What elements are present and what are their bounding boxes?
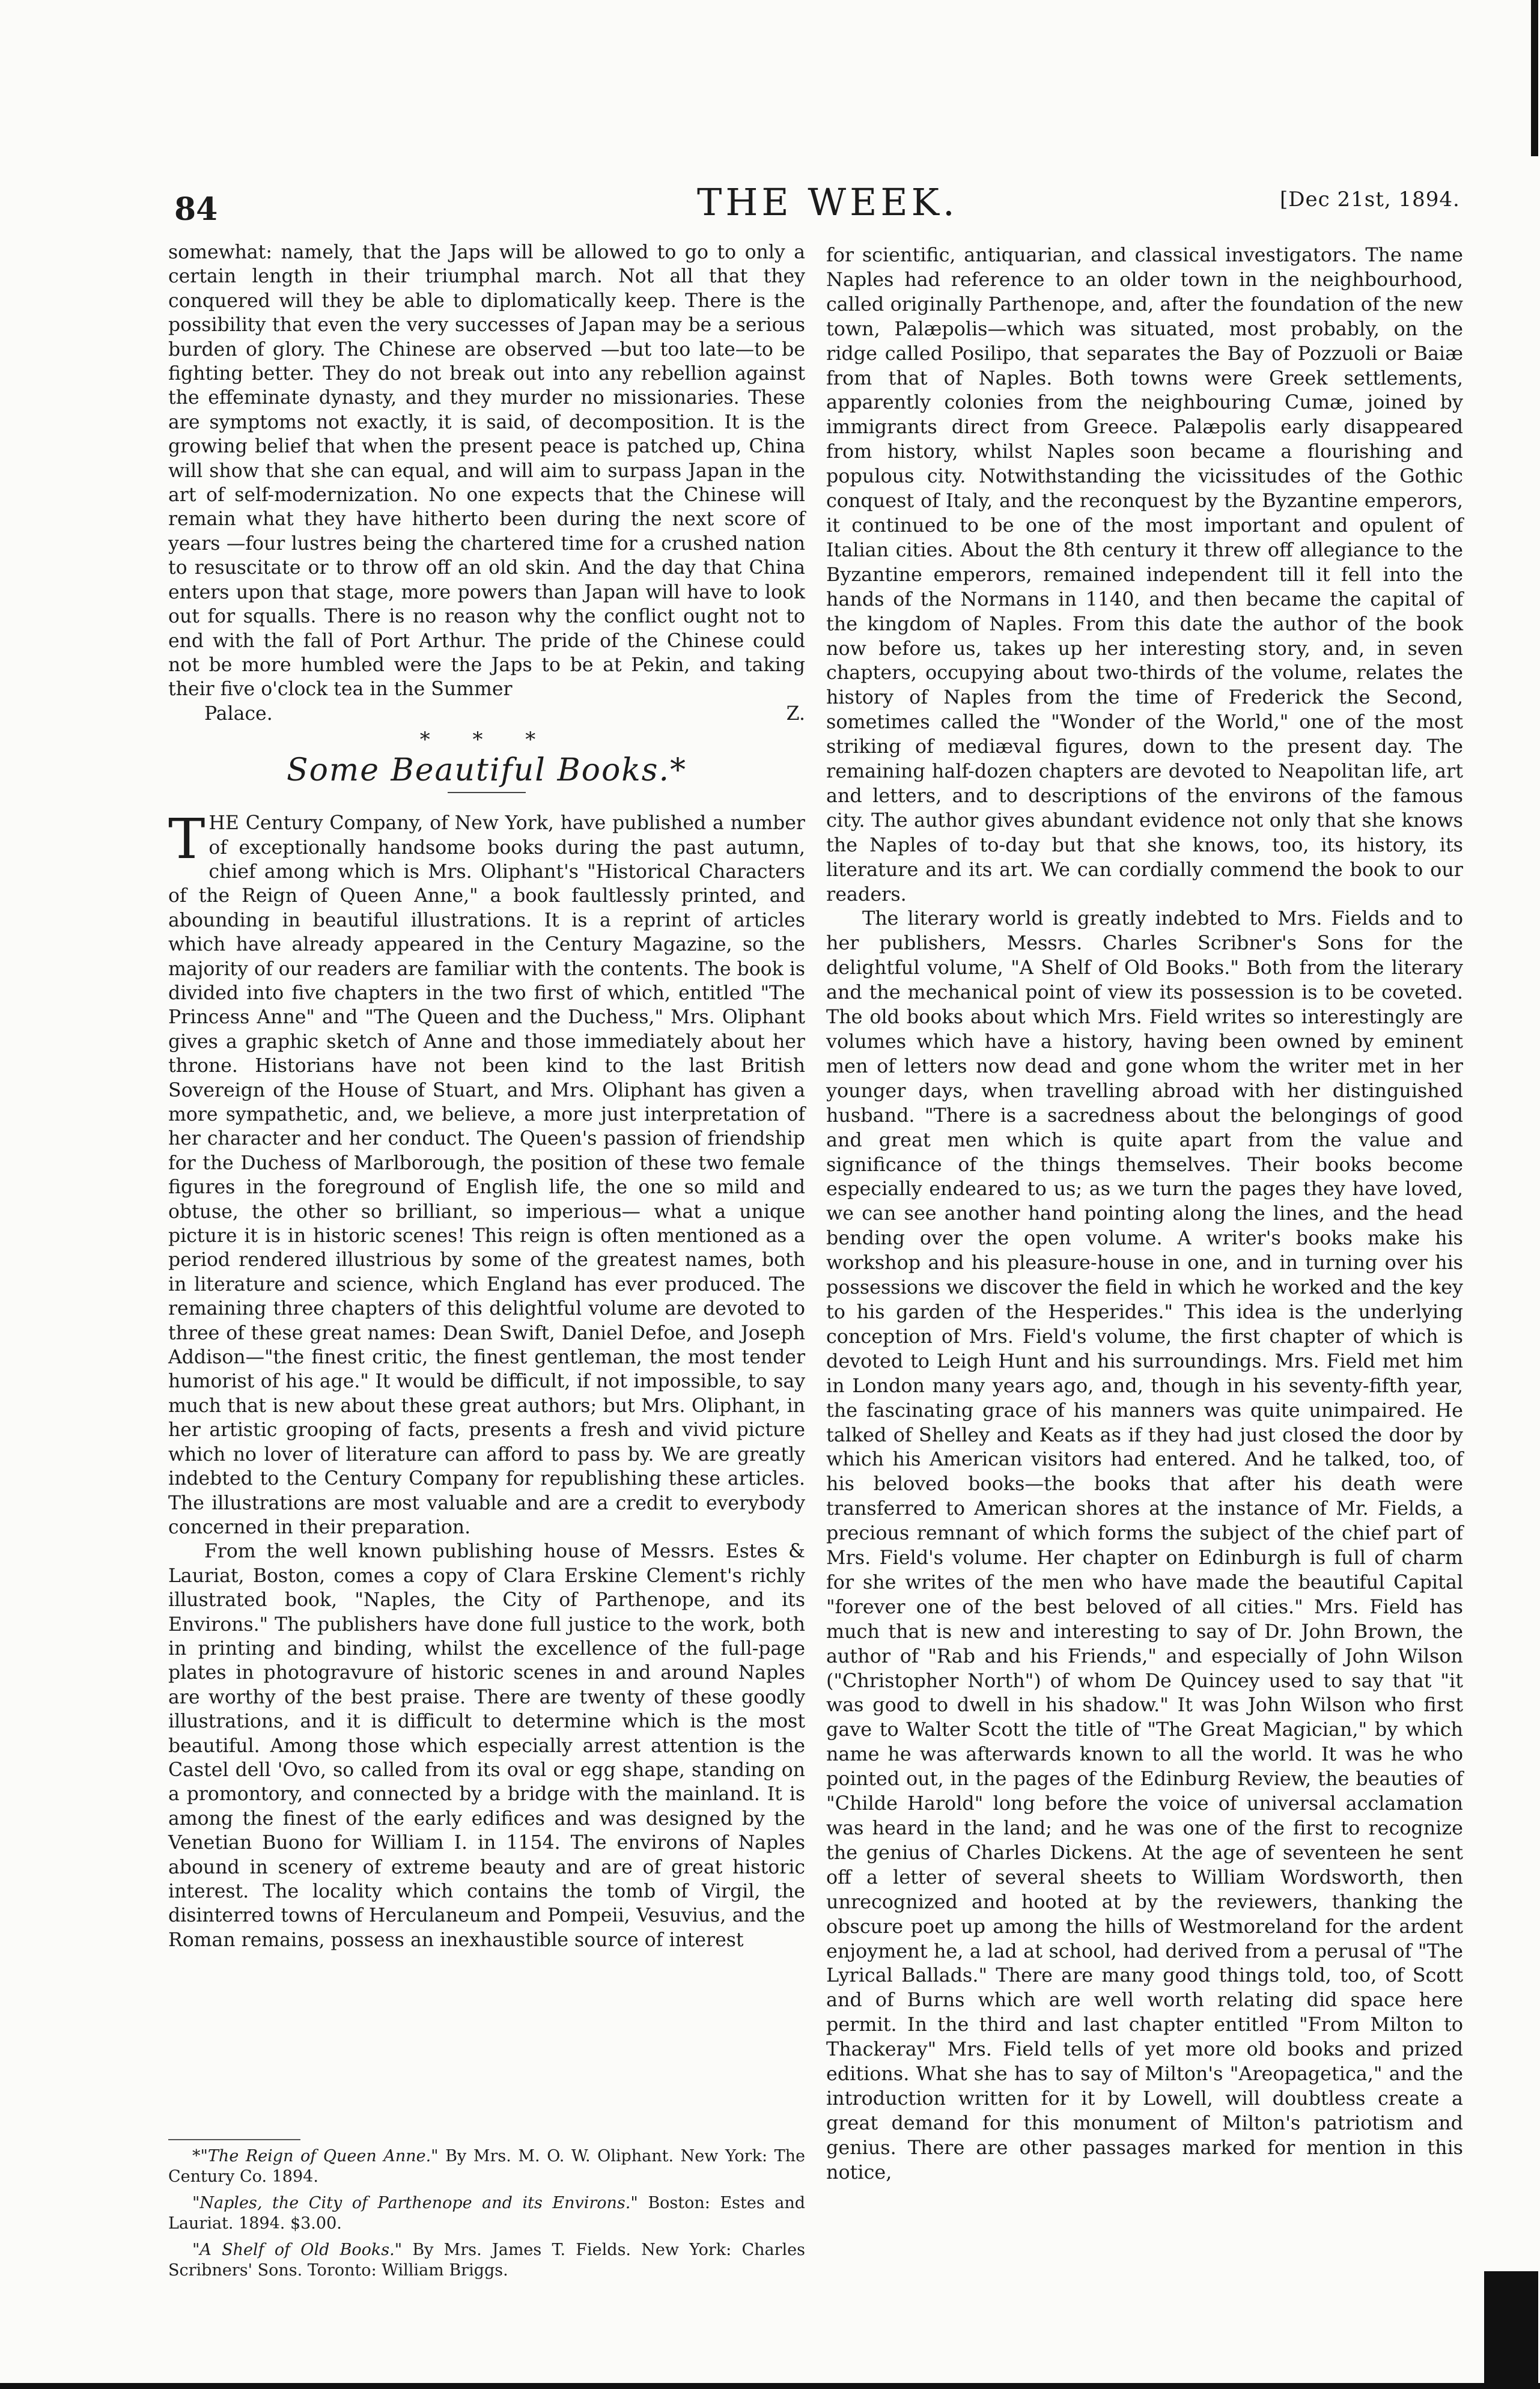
footnotes bbox=[168, 2146, 805, 2287]
author-signature: Z. bbox=[786, 702, 805, 725]
footnote-2-details: Boston: Estes and Lauriat. 1894. $3.00. bbox=[168, 2194, 805, 2233]
left-column bbox=[168, 240, 805, 1952]
naples-paragraph: for scientific, antiquarian, and classical investigators. The name Naples had reference to an older town in the neighbourhood, called originally Parthenope, and, after the foundation of the new town, Palæpolis—which was situated, most probably, on the ridge called Posilipo, that separates the Bay of Pozzuoli or Baiæ from that of Naples. Both towns were Greek settlements, apparently colonies from the neighbouring Cumæ, joined by immigrants direct from Greece. Palæpolis early disappeared from history, whilst Naples soon became a flourishing and populous city. Notwithstanding the vicissitudes of the Gothic conquest of Italy, and the reconquest by the Byzantine emperors, it continued to be one of the most important and opulent of Italian cities. About the 8th century it threw off allegiance to the Byzantine emperors, remained independent till it fell into the hands of the Normans in 1140, and then became the capital of the kingdom of Naples. From this date the author of the book now before us, takes up her interesting story, and, in seven chapters, occupying about two-thirds of the volume, relates the history of Naples from the time of Frederick the Second, sometimes called the "Wonder of the World," one of the most striking of mediæval figures, down to the present day. The remaining half-dozen chapters are devoted to Neapolitan life, art and letters, and to descriptions of the environs of the famous city. The author gives abundant evidence not only that she knows the Naples of to-day but that she knows, too, its history, its literature and its art. We can cordially commend the book to our readers. bbox=[826, 244, 1463, 905]
heading-rule bbox=[448, 792, 526, 793]
section-heading: Some Beautiful Books.* bbox=[287, 752, 687, 789]
footnote-3-details: By Mrs. James T. Fields. New York: Charles Scribners' Sons. Toronto: William Briggs. bbox=[168, 2241, 805, 2280]
scan-bottom-border bbox=[0, 2383, 1540, 2389]
shelf-of-old-books-paragraph: The literary world is greatly indebted to Mrs. Fields and to her publishers, Messrs. Charles Scribner's Sons for the delightful volume, "A Shelf of Old Books." Both from the literary and the mechanical point of view its possession is to be coveted. The old books about which Mrs. Field writes so interestingly are volumes which have a history, having been owned by eminent men of letters now dead and gone whom the writer met in her younger days, when travelling abroad with her distinguished husband. "There is a sacredness about the belongings of good and great men which is quite apart from the value and significance of the things themselves. Their books become especially endeared to us; as we turn the pages they have loved, we can see another hand pointing along the lines, and the head bending over the open volume. A writer's books make his workshop and his pleasure-house in one, and in turning over his possessions we discover the field in which he worked and the key to his garden of the Hesperides." This idea is the underlying conception of Mrs. Field's volume, the first chapter of which is devoted to Leigh Hunt and his surroundings. Mrs. Field met him in London many years ago, and, though in his seventy-fifth year, the fascinating grace of his manners was quite unimpaired. He talked of Shelley and Keats as if they had just closed the door by which his American visitors had entered. And he talked, too, of his beloved books—the books that after his death were transferred to American shores at the instance of Mr. Fields, a precious remnant of which forms the subject of the chief part of Mrs. Field's volume. Her chapter on Edinburgh is full of charm for she writes of the men who have made the beautiful Capital "forever one of the best beloved of all cities." Mrs. Field has much that is new and interesting to say of Dr. John Brown, the author of "Rab and his Friends," and especially of John Wilson ("Christopher North") of whom De Quincey used to say that "it was good to dwell in his shadow." It was John Wilson who first gave to Walter Scott the title of "The Great Magician," by which name he was afterwards known to all the world. It was he who pointed out, in the pages of the Edinburg Review, the beauties of "Childe Harold" long before the voice of universal acclamation was heard in the land; and he was one of the first to recognize the genius of Charles Dickens. At the age of seventeen he sent off a letter of several sheets to William Wordsworth, then unrecognized and hooted at by the reviewers, thanking the obscure poet up among the hills of Westmoreland for the ardent enjoyment he, a lad at school, had derived from a perusal of "The Lyrical Ballads." There are many good things told, too, of Scott and of Burns which are well worth relating did space here permit. In the third and last chapter entitled "From Milton to Thackeray" Mrs. Field tells of yet more old books and prized editions. What she has to say of Milton's "Areopagetica," and the introduction written for it by Lowell, will doubtless create a great demand for this monument of Milton's patriotism and genius. There are other passages marked for mention in this notice, bbox=[826, 907, 1463, 2184]
issue-date: [Dec 21st, 1894. bbox=[1280, 187, 1460, 212]
review-paragraph-2: From the well known publishing house of Messrs. Estes & Lauriat, Boston, comes a copy of Clara Erskine Clement's richly illustrated book, "Naples, the City of Parthenope, and its Environs." The publishers have done full justice to the work, both in printing and binding, whilst the excellence of the full-page plates in photogravure of historic scenes in and around Naples are worthy of the best praise. There are twenty of these goodly illustrations, and it is difficult to determine which is the most beautiful. Among those which especially arrest attention is the Castel dell 'Ovo, so called from its oval or egg shape, standing on a promontory, and connected by a bridge with the mainland. It is among the finest of the early edifices and was designed by the Venetian Buono for William I. in 1154. The environs of Naples abound in scenery of extreme beauty and are of great historic interest. The locality which contains the tomb of Virgil, the disinterred towns of Herculaneum and Pompeii, Vesuvius, and the Roman remains, possess an inexhaustible source of interest bbox=[168, 1541, 805, 1951]
footnote-1-details: By Mrs. M. O. W. Oliphant. New York: The Century Co. 1894. bbox=[168, 2147, 805, 2186]
scan-edge-mark-bottom bbox=[1484, 2271, 1538, 2389]
footnote-rule bbox=[168, 2139, 300, 2140]
closing-word: Palace. bbox=[204, 702, 273, 725]
section-separator-stars: * * * bbox=[419, 728, 554, 752]
review-paragraph-1 bbox=[168, 807, 805, 1539]
footnote-2-title: "Naples, the City of Parthenope and its Environs." bbox=[192, 2194, 638, 2212]
footnote-1 bbox=[168, 2146, 805, 2187]
right-column bbox=[826, 243, 1463, 2185]
page-number: 84 bbox=[174, 191, 218, 228]
review-paragraph-1-text: HE Century Company, of New York, have published a number of exceptionally handsome books during the past autumn, chief among which is Mrs. Oliphant's "Historical Characters of the Reign of Queen Anne," a book faultlessly printed, and abounding in beautiful illustrations. It is a reprint of articles which have already appeared in the Century Magazine, so the majority of our readers are familiar with the contents. The book is divided into five chapters in the two first of which, entitled "The Princess Anne" and "The Queen and the Duchess," Mrs. Oliphant gives a graphic sketch of Anne and those immediately about her throne. Historians have not been kind to the last British Sovereign of the House of Stuart, and Mrs. Oliphant has given a more sympathetic, and, we believe, a more just interpretation of her character and her conduct. The Queen's passion of friendship for the Duchess of Marlborough, the position of these two female figures in the foreground of English life, the one so mild and obtuse, the other so brilliant, so imperious— what a unique picture it is in historic scenes! This reign is often mentioned as a period rendered illustrious by some of the greatest names, both in literature and science, which England has ever produced. The remaining three chapters of this delightful volume are devoted to three of these great names: Dean Swift, Daniel Defoe, and Joseph Addison—"the finest critic, the finest gentleman, the most tender humorist of his age." It would be difficult, if not impossible, to say much that is new about these great authors; but Mrs. Oliphant, in her artistic grooping of facts, presents a fresh and vivid picture which no lover of literature can afford to pass by. We are greatly indebted to the Century Company for republishing these articles. The illustrations are most valuable and are a credit to everybody concerned in their preparation. bbox=[168, 812, 805, 1538]
footnote-3 bbox=[168, 2240, 805, 2281]
masthead-title: THE WEEK. bbox=[697, 180, 958, 224]
scan-edge-mark-top bbox=[1531, 0, 1538, 156]
signature-line bbox=[168, 702, 805, 726]
drop-cap: T bbox=[168, 807, 205, 872]
footnote-1-title: *"The Reign of Queen Anne." bbox=[192, 2147, 439, 2165]
continued-paragraph: somewhat: namely, that the Japs will be allowed to go to only a certain length in their triumphal march. Not all that they conquered will they be able to diplomatically keep. There is the possibility that even the very successes of Japan may be a serious burden of glory. The Chinese are observed —but too late—to be fighting better. They do not break out into any rebellion against the effeminate dynasty, and they murder no missionaries. These are symptoms not exactly, it is said, of decomposition. It is the growing belief that when the present peace is patched up, China will show that she can equal, and will aim to surpass Japan in the art of self-modernization. No one expects that the Chinese will remain what they have hitherto been during the next score of years —four lustres being the chartered time for a crushed nation to resuscitate or to throw off an old skin. And the day that China enters upon that stage, more powers than Japan will have to look out for squalls. There is no reason why the conflict ought not to end with the fall of Port Arthur. The pride of the Chinese could not be more humbled were the Japs to be at Pekin, and taking their five o'clock tea in the Summer bbox=[168, 242, 805, 701]
footnote-2 bbox=[168, 2193, 805, 2234]
footnote-3-title: "A Shelf of Old Books." bbox=[192, 2241, 403, 2259]
